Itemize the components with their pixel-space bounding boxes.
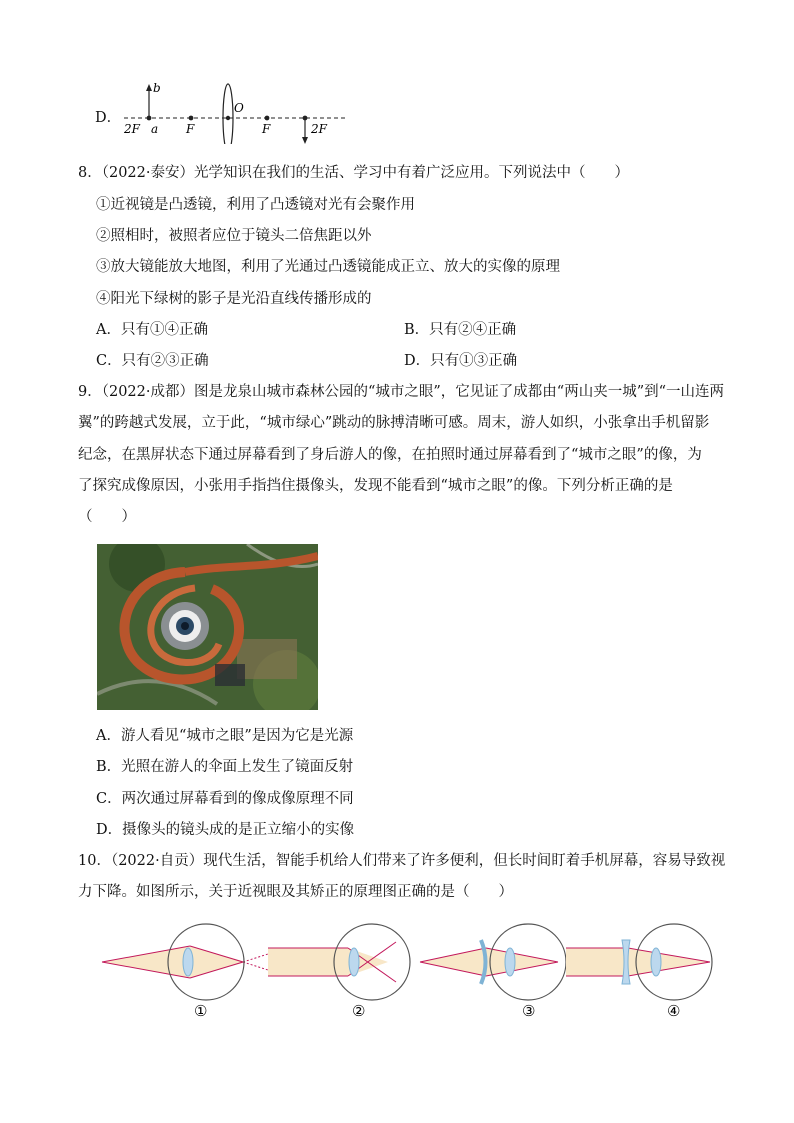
convex-lens (223, 84, 233, 144)
label-f-right: F (262, 122, 271, 136)
q8-statement-4: ④阳光下绿树的影子是光沿直线传播形成的 (96, 291, 372, 307)
eye-diagram-1 (102, 924, 268, 1000)
q9-stem-line-3: 纪念，在黑屏状态下通过屏幕看到了身后游人的像，在拍照时通过屏幕看到了“城市之眼”的像，为 (78, 447, 702, 463)
lens-diagram (118, 78, 358, 144)
q8-option-b: B．只有②④正确 (404, 322, 517, 338)
q8-option-a: A．只有①④正确 (96, 322, 208, 338)
q9-stem-line-2: 翼”的跨越式发展，立于此，“城市绿心”跳动的脉搏清晰可感。周末，游人如织，小张拿出手机留影 (78, 415, 710, 431)
q8-option-d: D．只有①③正确 (404, 353, 518, 369)
q8-stem: 8．（2022·泰安）光学知识在我们的生活、学习中有着广泛应用。下列说法中（ ） (78, 165, 629, 181)
eye-diagrams (98, 922, 718, 1022)
q9-stem-line-5: （ ） (78, 509, 136, 525)
q10-stem-line-2: 力下降。如图所示，关于近视眼及其矫正的原理图正确的是（ ） (78, 884, 513, 900)
point-o (226, 116, 230, 120)
q8-statement-1: ①近视镜是凸透镜，利用了凸透镜对光有会聚作用 (96, 197, 415, 213)
eye-diagram-4 (566, 924, 712, 1000)
q9-option-d: D．摄像头的镜头成的是正立缩小的实像 (96, 822, 355, 838)
label-2f-right: 2F (311, 122, 327, 136)
q9-option-c: C．两次通过屏幕看到的像成像原理不同 (96, 791, 354, 807)
point-2f-right (303, 116, 308, 121)
label-f-left: F (186, 122, 195, 136)
q10-stem-line-1: 10．（2022·自贡）现代生活，智能手机给人们带来了许多便利，但长时间盯着手机屏幕，容易导致视 (78, 853, 726, 869)
figure-label-3: ③ (522, 1002, 536, 1020)
figure-label-4: ④ (667, 1002, 681, 1020)
label-2f-left: 2F (124, 122, 140, 136)
q7-option-d-letter: D． (95, 110, 122, 126)
q8-statement-3: ③放大镜能放大地图，利用了光通过凸透镜能成正立、放大的实像的原理 (96, 259, 560, 275)
label-a: a (151, 122, 159, 136)
q9-stem-line-1: 9．（2022·成都）图是龙泉山城市森林公园的“城市之眼”，它见证了成都由“两山夹一城”到“一山连两 (78, 384, 725, 400)
label-b: b (153, 81, 161, 95)
point-a (147, 116, 152, 121)
q8-option-c: C．只有②③正确 (96, 353, 209, 369)
label-o: O (234, 101, 244, 115)
city-eye-photo (97, 544, 318, 710)
figure-label-2: ② (352, 1002, 366, 1020)
figure-label-1: ① (194, 1002, 208, 1020)
q9-option-b: B．光照在游人的伞面上发生了镜面反射 (96, 759, 354, 775)
point-f-left (189, 116, 194, 121)
eye-diagram-3 (420, 924, 566, 1000)
point-f-right (265, 116, 270, 121)
q9-option-a: A．游人看见“城市之眼”是因为它是光源 (96, 728, 354, 744)
object-arrow-head (146, 84, 152, 91)
image-arrow-head (302, 137, 308, 144)
q9-stem-line-4: 了探究成像原因，小张用手指挡住摄像头，发现不能看到“城市之眼”的像。下列分析正确的是 (78, 478, 673, 494)
q8-statement-2: ②照相时，被照者应位于镜头二倍焦距以外 (96, 228, 372, 244)
eye-diagram-2 (268, 924, 410, 1000)
